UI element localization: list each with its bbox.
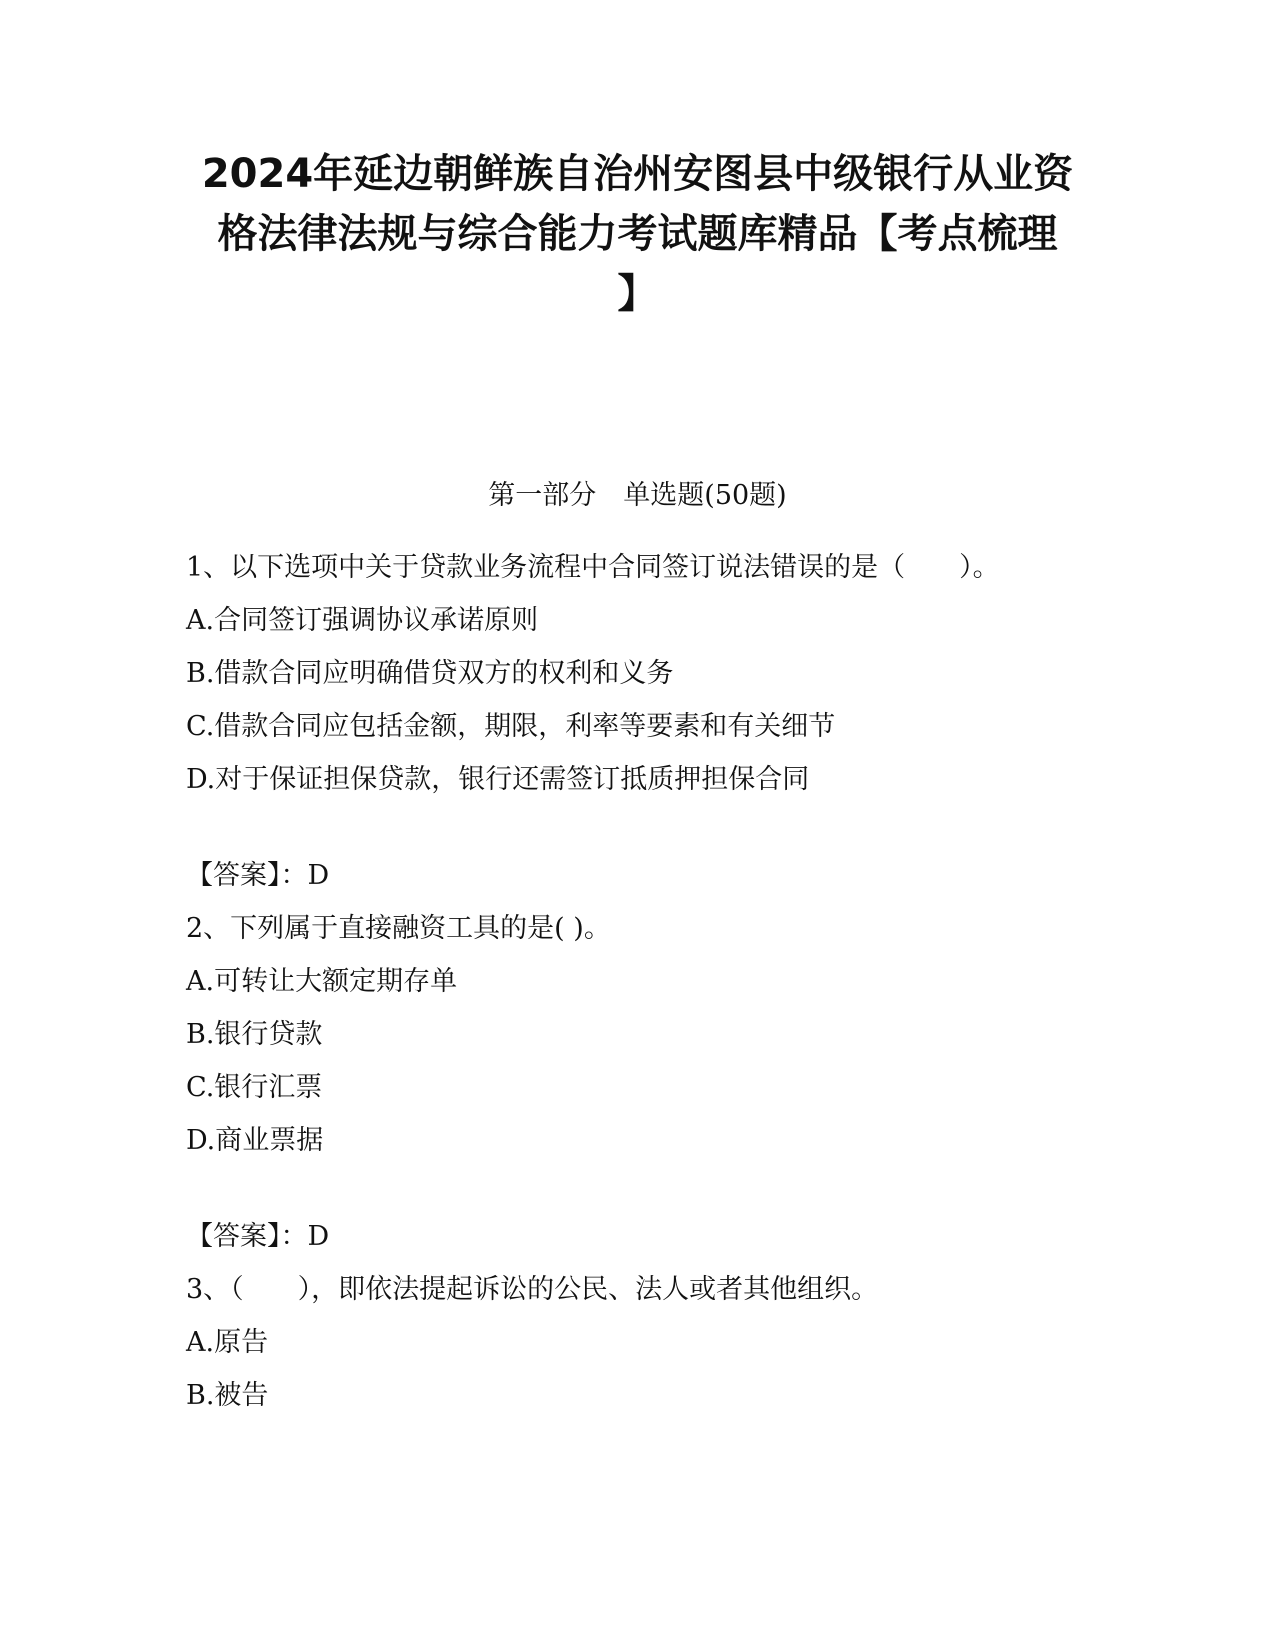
question-stem: 3、（ ），即依法提起诉讼的公民、法人或者其他组织。 — [186, 1274, 879, 1305]
document-title — [170, 144, 1105, 324]
question-option: D.对于保证担保贷款，银行还需签订抵质押担保合同 — [186, 764, 810, 795]
question-option: C.银行汇票 — [186, 1072, 323, 1103]
question-option: D.商业票据 — [186, 1125, 324, 1156]
title-line: 格法律法规与综合能力考试题库精品【考点梳理 — [217, 211, 1058, 257]
title-line: 】 — [617, 271, 658, 317]
answer-line: 【答案】：D — [186, 1221, 330, 1252]
question-option: A.可转让大额定期存单 — [186, 966, 458, 997]
question-stem: 1、以下选项中关于贷款业务流程中合同签订说法错误的是（ ）。 — [186, 552, 1000, 583]
question-option: A.合同签订强调协议承诺原则 — [186, 605, 539, 636]
question-option: C.借款合同应包括金额，期限，利率等要素和有关细节 — [186, 711, 836, 742]
question-option: B.借款合同应明确借贷双方的权利和义务 — [186, 658, 674, 689]
question-option: B.银行贷款 — [186, 1019, 323, 1050]
question-option: A.原告 — [186, 1327, 269, 1358]
question-stem: 2、下列属于直接融资工具的是( )。 — [186, 913, 611, 944]
question-option: B.被告 — [186, 1380, 269, 1411]
section-heading: 第一部分 单选题(50题) — [488, 480, 787, 511]
answer-line: 【答案】：D — [186, 860, 330, 891]
title-line: 2024年延边朝鲜族自治州安图县中级银行从业资 — [201, 151, 1074, 197]
